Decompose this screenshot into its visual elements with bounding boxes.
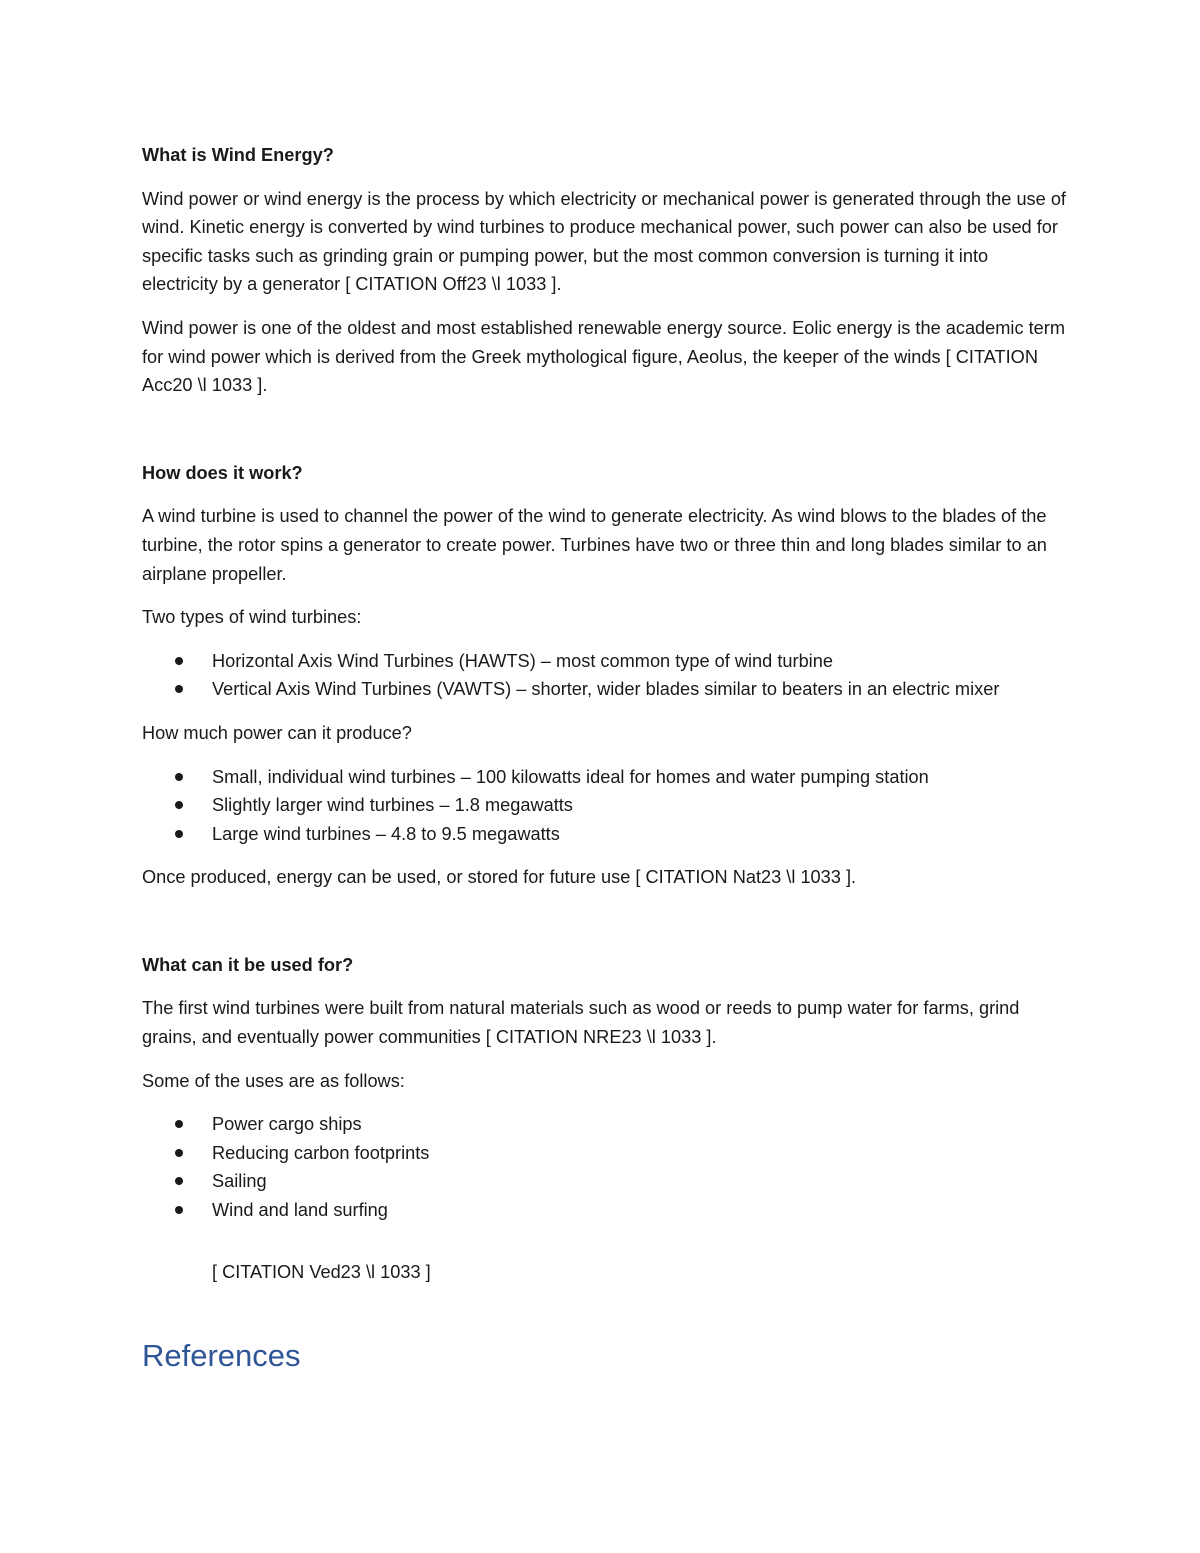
bullet-icon bbox=[175, 1206, 183, 1214]
section-heading-uses: What can it be used for? bbox=[142, 954, 354, 975]
list-item-text: Power cargo ships bbox=[212, 1114, 362, 1135]
turbine-types-list bbox=[142, 647, 1067, 704]
section-spacer bbox=[142, 415, 1067, 459]
paragraph-how-turbine-works: A wind turbine is used to channel the power of the wind to generate electricity. As wind blows to the blades of the turbine, the rotor spins a generator to create power. Turbines have two or three thin and long blades similar to an airplane propeller. bbox=[142, 506, 1047, 584]
paragraph-energy-storage: Once produced, energy can be used, or stored for future use [ CITATION Nat23 \l 1033 ]. bbox=[142, 867, 857, 888]
bullet-icon bbox=[175, 773, 183, 781]
power-output-intro: How much power can it produce? bbox=[142, 722, 412, 743]
bullet-icon bbox=[175, 830, 183, 838]
bullet-icon bbox=[175, 801, 183, 809]
list-item bbox=[142, 1167, 1067, 1196]
list-item bbox=[142, 647, 1067, 676]
uses-intro: Some of the uses are as follows: bbox=[142, 1070, 405, 1091]
paragraph-wind-energy-history: Wind power is one of the oldest and most established renewable energy source. Eolic energy is the academic term for wind power which is derived from the Greek mythological figure, Aeolus, the keeper of the winds [ CITATION Acc20 \l 1033 ]. bbox=[142, 317, 1065, 396]
bullet-icon bbox=[175, 1177, 183, 1185]
list-item bbox=[142, 1110, 1067, 1139]
list-item-text: Small, individual wind turbines – 100 kilowatts ideal for homes and water pumping station bbox=[212, 766, 929, 787]
document-body bbox=[142, 141, 1067, 1240]
list-item bbox=[142, 675, 1067, 704]
power-output-list bbox=[142, 763, 1067, 849]
bullet-icon bbox=[175, 1120, 183, 1128]
list-item-text: Wind and land surfing bbox=[212, 1200, 388, 1221]
uses-citation bbox=[142, 1258, 431, 1287]
references-heading: References bbox=[142, 1338, 301, 1373]
bullet-icon bbox=[175, 1149, 183, 1157]
list-item-text: Reducing carbon footprints bbox=[212, 1142, 430, 1163]
paragraph-first-turbines: The first wind turbines were built from natural materials such as wood or reeds to pump water for farms, grind grains, and eventually power communities [ CITATION NRE23 \l 1033 ]. bbox=[142, 998, 1020, 1048]
list-item-text: Slightly larger wind turbines – 1.8 megawatts bbox=[212, 795, 573, 816]
section-heading-how-does-it-work: How does it work? bbox=[142, 462, 303, 483]
list-item bbox=[142, 1196, 1067, 1225]
uses-list bbox=[142, 1110, 1067, 1224]
list-item-text: Large wind turbines – 4.8 to 9.5 megawatts bbox=[212, 823, 560, 844]
list-item bbox=[142, 791, 1067, 820]
list-item bbox=[142, 820, 1067, 849]
section-spacer bbox=[142, 907, 1067, 951]
list-item-text: Vertical Axis Wind Turbines (VAWTS) – shorter, wider blades similar to beaters in an electric mixer bbox=[212, 679, 1000, 700]
bullet-icon bbox=[175, 685, 183, 693]
citation-text: [ CITATION Ved23 \l 1033 ] bbox=[212, 1262, 431, 1282]
paragraph-wind-energy-definition: Wind power or wind energy is the process by which electricity or mechanical power is generated through the use of wind. Kinetic energy is converted by wind turbines to produce mechanical power, such power can also be used for specific tasks such as grinding grain or pumping power, but the most common conversion is turning it into electricity by a generator [ CITATION Off23 \l 1033 ]. bbox=[142, 188, 1066, 295]
list-item-text: Horizontal Axis Wind Turbines (HAWTS) – most common type of wind turbine bbox=[212, 650, 833, 671]
list-item-text: Sailing bbox=[212, 1171, 267, 1192]
list-item bbox=[142, 1139, 1067, 1168]
section-heading-what-is-wind-energy: What is Wind Energy? bbox=[142, 145, 334, 165]
turbine-types-intro: Two types of wind turbines: bbox=[142, 607, 362, 628]
bullet-icon bbox=[175, 657, 183, 665]
list-item bbox=[142, 763, 1067, 792]
